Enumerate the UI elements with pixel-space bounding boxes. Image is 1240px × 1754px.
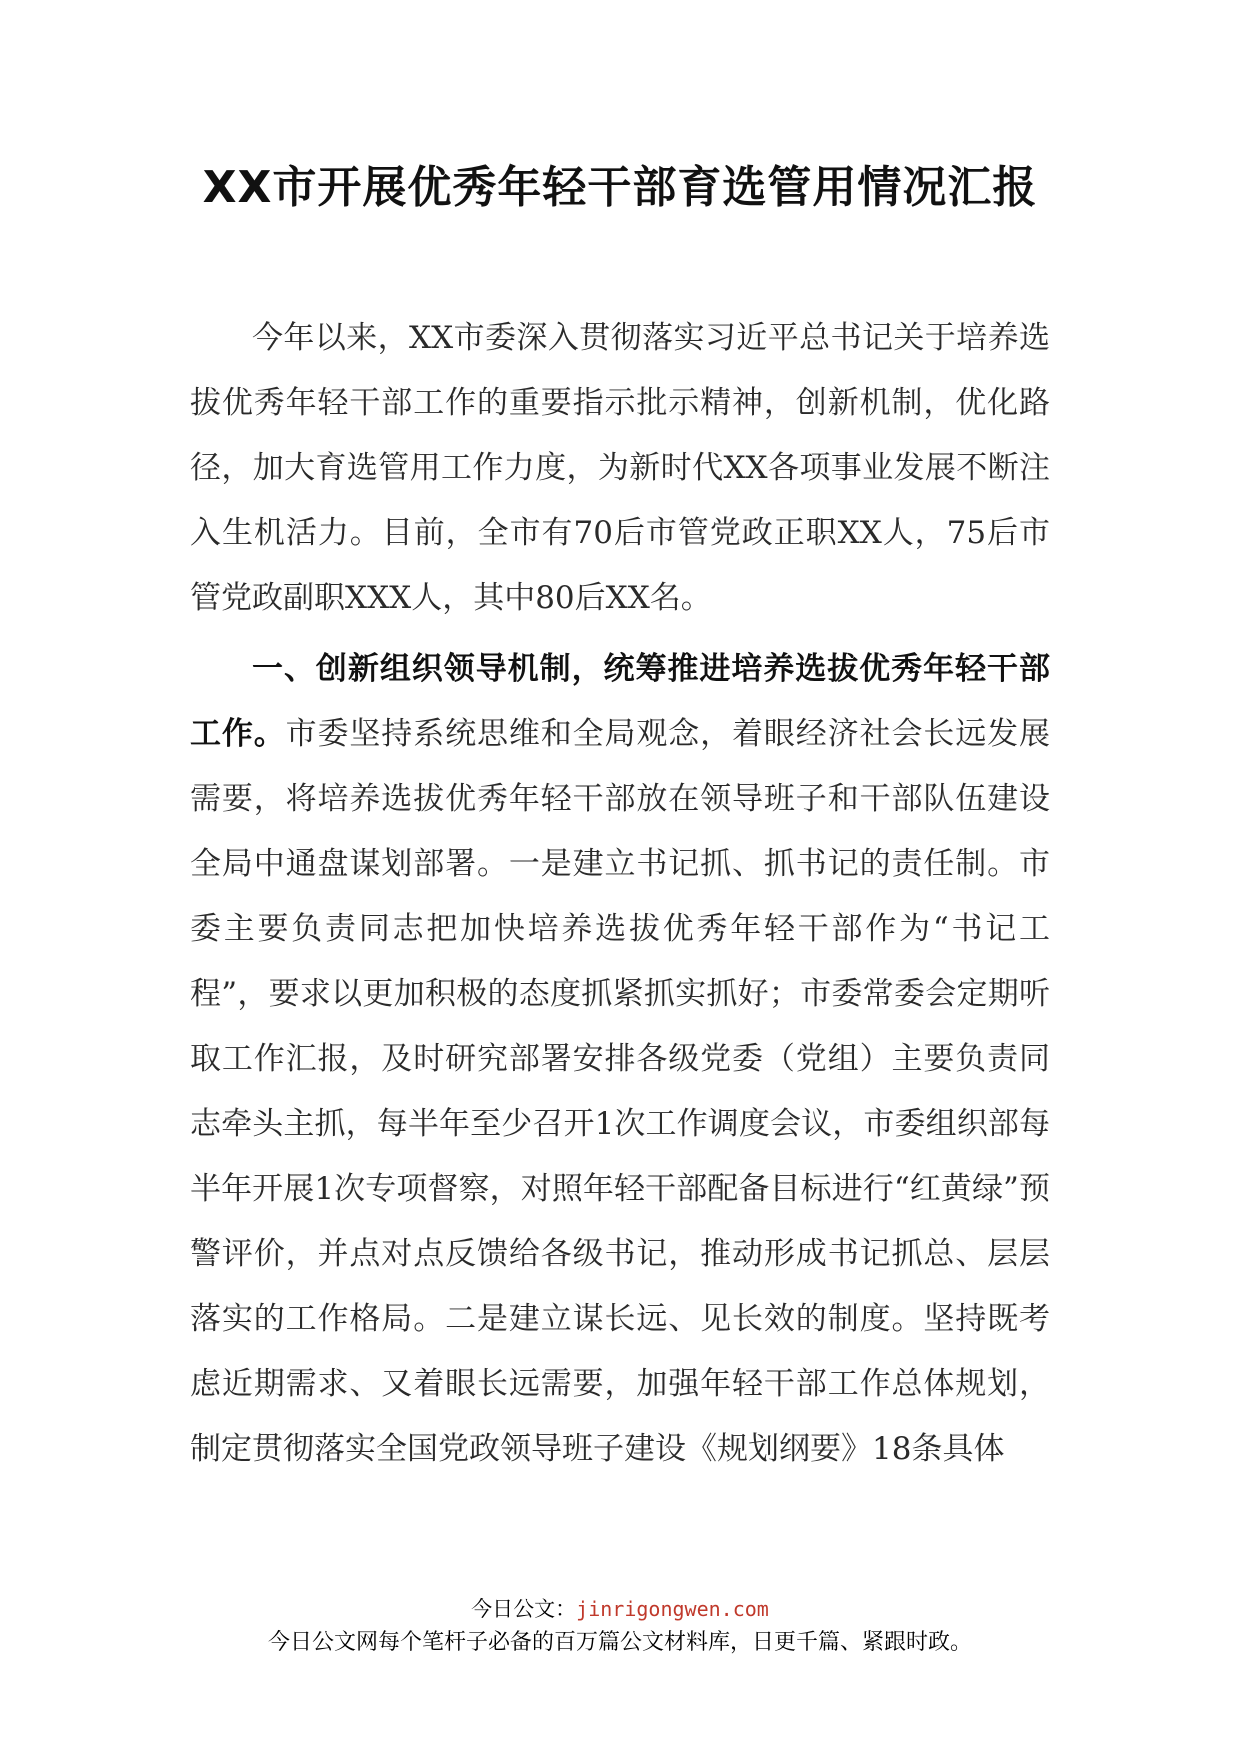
footer-slogan: 今日公文网每个笔杆子必备的百万篇公文材料库，日更千篇、紧跟时政。 [267, 1630, 972, 1655]
section-1-body: 市委坚持系统思维和全局观念，着眼经济社会长远发展需要，将培养选拔优秀年轻干部放在领导班子和干部队伍建设全局中通盘谋划部署。一是建立书记抓、抓书记的责任制。市委主要负责同志把加快培养选拔优秀年轻干部作为“书记工程”，要求以更加积极的态度抓紧抓实抓好；市委常委会定期听取工作汇报，及时研究部署安排各级党委（党组）主要负责同志牵头主抓，每半年至少召开1次工作调度会议，市委组织部每半年开展1次专项督察，对照年轻干部配备目标进行“红黄绿”预警评价，并点对点反馈给各级书记，推动形成书记抓总、层层落实的工作格局。二是建立谋长远、见长效的制度。坚持既考虑近期需求、又着眼长远需要，加强年轻干部工作总体规划，制定贯彻落实全国党政领导班子建设《规划纲要》18条具体 [190, 716, 1050, 1467]
footer-site [0, 1595, 1240, 1623]
footer-site-url[interactable]: jinrigongwen.com [576, 1597, 769, 1621]
section-1-paragraph [190, 637, 1050, 1482]
footer-site-label: 今日公文： [471, 1597, 577, 1621]
section-1-heading: 一、创新组织领导机制，统筹推进培养选拔优秀年轻干部工作。 [190, 651, 1050, 752]
document-title: XX市开展优秀年轻干部育选管用情况汇报 [202, 162, 1038, 213]
document-body [190, 306, 1050, 1482]
intro-paragraph: 今年以来，XX市委深入贯彻落实习近平总书记关于培养选拔优秀年轻干部工作的重要指示批示精神，创新机制，优化路径，加大育选管用工作力度，为新时代XX各项事业发展不断注入生机活力。目前，全市有70后市管党政正职XX人，75后市管党政副职XXX人，其中80后XX名。 [190, 320, 1050, 616]
